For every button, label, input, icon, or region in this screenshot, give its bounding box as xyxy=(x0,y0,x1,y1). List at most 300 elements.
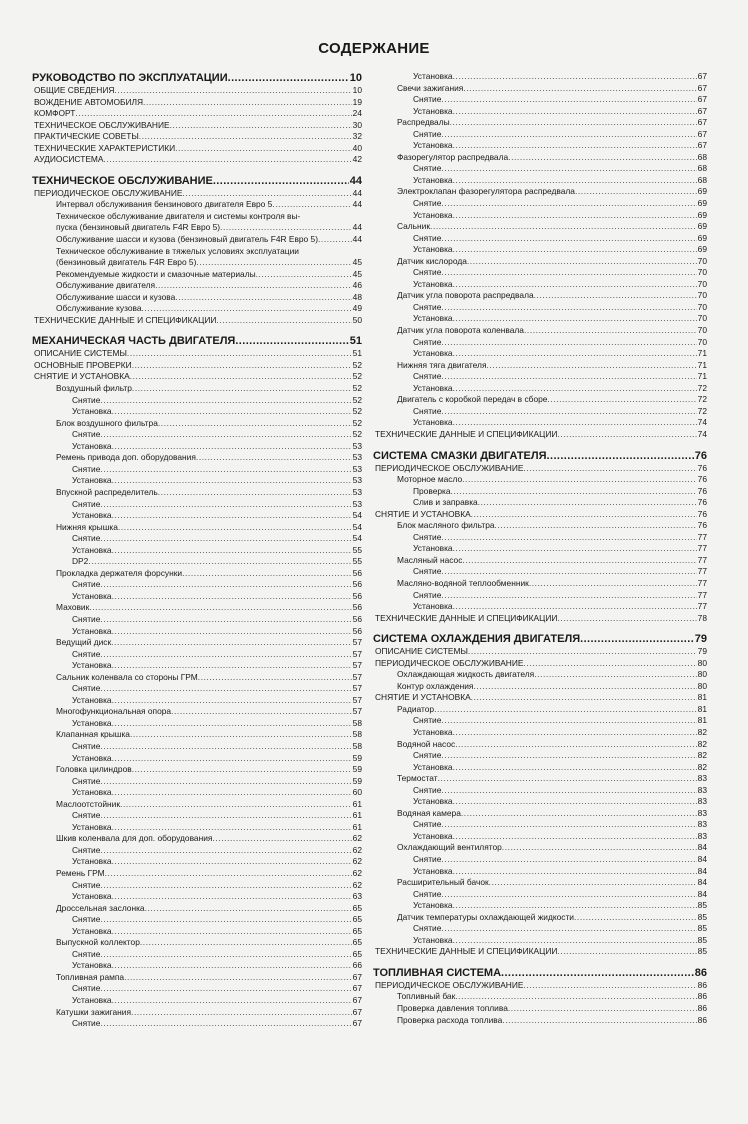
toc-item[interactable] xyxy=(373,486,707,498)
toc-item[interactable] xyxy=(32,649,362,661)
toc-item[interactable] xyxy=(373,198,707,210)
toc-subsection[interactable] xyxy=(373,912,707,924)
toc-chapter[interactable] xyxy=(32,97,362,109)
toc-item[interactable] xyxy=(32,545,362,557)
toc-subsection[interactable] xyxy=(373,669,707,681)
toc-subsection[interactable] xyxy=(32,868,362,880)
toc-entry-title: Снятие xyxy=(72,844,101,855)
toc-chapter[interactable] xyxy=(32,154,362,166)
toc-page-number: 44 xyxy=(352,187,362,198)
toc-page-number: 60 xyxy=(352,787,362,798)
toc-page-number: 82 xyxy=(697,726,707,737)
toc-item[interactable] xyxy=(32,510,362,522)
toc-subsection[interactable] xyxy=(373,325,707,337)
toc-subsection[interactable] xyxy=(32,234,362,246)
toc-item[interactable] xyxy=(373,750,707,762)
toc-page-number: 85 xyxy=(697,934,707,945)
toc-item[interactable] xyxy=(32,591,362,603)
toc-page-number: 83 xyxy=(697,830,707,841)
toc-item[interactable] xyxy=(373,233,707,245)
toc-item[interactable] xyxy=(373,819,707,831)
toc-subsection[interactable] xyxy=(32,903,362,915)
toc-subsection[interactable] xyxy=(373,842,707,854)
toc-subsection[interactable] xyxy=(373,520,707,532)
toc-page-number: 69 xyxy=(697,244,707,255)
toc-subsection[interactable] xyxy=(32,706,362,718)
toc-entry-title: Снятие xyxy=(413,750,442,761)
dot-leader xyxy=(534,290,697,302)
toc-item[interactable] xyxy=(32,695,362,707)
toc-subsection[interactable] xyxy=(32,199,362,211)
dot-leader xyxy=(112,753,352,765)
toc-item[interactable] xyxy=(373,532,707,544)
toc-item[interactable] xyxy=(32,845,362,857)
toc-chapter[interactable] xyxy=(373,980,707,992)
toc-item[interactable] xyxy=(373,889,707,901)
toc-chapter[interactable] xyxy=(373,658,707,670)
dot-leader xyxy=(575,186,697,198)
toc-page-number: 74 xyxy=(697,417,707,428)
toc-page-number: 67 xyxy=(697,140,707,151)
toc-entry-title: Установка xyxy=(72,660,112,671)
toc-subsection[interactable] xyxy=(32,833,362,845)
toc-subsection[interactable] xyxy=(373,221,707,233)
toc-page-number: 53 xyxy=(352,440,362,451)
toc-item[interactable] xyxy=(32,464,362,476)
toc-subsection[interactable] xyxy=(32,246,362,258)
dot-leader xyxy=(100,810,351,822)
toc-item[interactable] xyxy=(32,406,362,418)
toc-page-number: 76 xyxy=(697,485,707,496)
toc-entry-title: Снятие xyxy=(413,232,442,243)
toc-item[interactable] xyxy=(373,497,707,509)
toc-item[interactable] xyxy=(373,302,707,314)
toc-entry-title: Датчик угла поворота коленвала xyxy=(397,325,524,336)
toc-item[interactable] xyxy=(32,949,362,961)
toc-item[interactable] xyxy=(373,923,707,935)
toc-page-number: 77 xyxy=(697,589,707,600)
dot-leader xyxy=(430,221,697,233)
dot-leader xyxy=(100,579,351,591)
toc-chapter[interactable] xyxy=(373,946,707,958)
dot-leader xyxy=(453,543,697,555)
toc-chapter[interactable] xyxy=(373,509,707,521)
toc-chapter[interactable] xyxy=(32,360,362,372)
toc-entry-title: Многофункциональная опора xyxy=(56,706,172,717)
toc-entry-title: Нижняя крышка xyxy=(56,521,118,532)
toc-page-number: 71 xyxy=(697,348,707,359)
toc-item[interactable] xyxy=(32,741,362,753)
toc-section[interactable] xyxy=(32,334,362,348)
toc-subsection[interactable] xyxy=(32,383,362,395)
toc-subsection[interactable] xyxy=(373,704,707,716)
toc-subsection[interactable] xyxy=(373,991,707,1003)
toc-page-number: 30 xyxy=(352,119,362,130)
toc-item[interactable] xyxy=(373,727,707,739)
toc-item[interactable] xyxy=(32,429,362,441)
toc-page-number: 77 xyxy=(697,531,707,542)
toc-subsection[interactable] xyxy=(373,117,707,129)
toc-subsection[interactable] xyxy=(373,555,707,567)
toc-chapter[interactable] xyxy=(32,143,362,155)
dot-leader xyxy=(557,429,696,441)
toc-item[interactable] xyxy=(373,348,707,360)
toc-entry-title: КОМФОРТ xyxy=(34,108,76,119)
toc-item[interactable] xyxy=(32,533,362,545)
toc-item[interactable] xyxy=(32,880,362,892)
toc-entry-title: Снятие xyxy=(72,683,101,694)
toc-page-number: 62 xyxy=(352,844,362,855)
toc-item[interactable] xyxy=(32,856,362,868)
toc-entry-title: Обслуживание шасси и кузова (бензиновый двигатель F4R Евро 5) xyxy=(56,234,318,245)
toc-section[interactable] xyxy=(373,449,707,463)
toc-item[interactable] xyxy=(32,810,362,822)
toc-subsection[interactable] xyxy=(373,773,707,785)
toc-entry-title: Моторное масло xyxy=(397,474,463,485)
toc-item[interactable] xyxy=(32,926,362,938)
toc-item[interactable] xyxy=(373,210,707,222)
toc-item[interactable] xyxy=(32,718,362,730)
toc-item[interactable] xyxy=(373,71,707,83)
toc-section[interactable] xyxy=(32,174,362,188)
toc-page-number: 19 xyxy=(352,96,362,107)
toc-entry-title: Установка xyxy=(413,761,453,772)
toc-subsection[interactable] xyxy=(32,602,362,614)
toc-chapter[interactable] xyxy=(32,371,362,383)
toc-item[interactable] xyxy=(373,337,707,349)
toc-entry-title: ПЕРИОДИЧЕСКОЕ ОБСЛУЖИВАНИЕ xyxy=(375,462,524,473)
toc-subsection[interactable] xyxy=(32,292,362,304)
toc-item[interactable] xyxy=(32,579,362,591)
toc-subsection[interactable] xyxy=(32,522,362,534)
toc-item[interactable] xyxy=(373,715,707,727)
toc-page-number: 81 xyxy=(697,715,707,726)
toc-subsection[interactable] xyxy=(32,303,362,315)
toc-page-number: 65 xyxy=(352,902,362,913)
toc-item[interactable] xyxy=(373,279,707,291)
dot-leader xyxy=(142,303,352,315)
toc-chapter[interactable] xyxy=(32,120,362,132)
dot-leader xyxy=(103,154,351,166)
toc-page-number: 57 xyxy=(352,706,362,717)
toc-item[interactable] xyxy=(32,753,362,765)
toc-item[interactable] xyxy=(373,762,707,774)
toc-page-number: 76 xyxy=(697,508,707,519)
toc-item[interactable] xyxy=(373,371,707,383)
toc-item[interactable] xyxy=(32,395,362,407)
toc-item[interactable] xyxy=(32,914,362,926)
toc-entry-title: СИСТЕМА СМАЗКИ ДВИГАТЕЛЯ xyxy=(373,449,547,462)
toc-subsection[interactable] xyxy=(373,1015,707,1027)
toc-item[interactable] xyxy=(373,900,707,912)
toc-item[interactable] xyxy=(373,831,707,843)
dot-leader xyxy=(453,71,697,83)
dot-leader xyxy=(112,591,352,603)
toc-item[interactable] xyxy=(373,566,707,578)
toc-subsection[interactable] xyxy=(373,290,707,302)
toc-chapter[interactable] xyxy=(373,646,707,658)
dot-leader xyxy=(131,1007,352,1019)
toc-subsection[interactable] xyxy=(32,937,362,949)
toc-subsection[interactable] xyxy=(373,186,707,198)
toc-subsection[interactable] xyxy=(373,360,707,372)
toc-entry-title: Сальник коленвала со стороны ГРМ xyxy=(56,671,198,682)
dot-leader xyxy=(100,464,351,476)
dot-leader xyxy=(228,71,349,85)
toc-section[interactable] xyxy=(373,632,707,646)
toc-page-number: 83 xyxy=(697,807,707,818)
toc-entry-title: Снятие xyxy=(413,589,442,600)
toc-entry-title: Снятие xyxy=(72,948,101,959)
toc-entry-title: Снятие xyxy=(413,531,442,542)
toc-item[interactable] xyxy=(373,175,707,187)
dot-leader xyxy=(100,395,351,407)
toc-page-number: 58 xyxy=(352,717,362,728)
dot-leader xyxy=(171,706,352,718)
toc-page-number: 82 xyxy=(697,738,707,749)
toc-chapter[interactable] xyxy=(373,463,707,475)
dot-leader xyxy=(441,566,696,578)
dot-leader xyxy=(557,946,696,958)
toc-page-number: 55 xyxy=(352,556,362,567)
toc-item[interactable] xyxy=(373,417,707,429)
dot-leader xyxy=(441,923,696,935)
toc-item[interactable] xyxy=(32,626,362,638)
dot-leader xyxy=(547,449,694,463)
toc-item[interactable] xyxy=(373,543,707,555)
toc-item[interactable] xyxy=(373,313,707,325)
toc-subsection[interactable] xyxy=(373,394,707,406)
toc-section[interactable] xyxy=(32,71,362,85)
dot-leader xyxy=(132,764,352,776)
dot-leader xyxy=(441,406,696,418)
toc-subsection[interactable] xyxy=(32,672,362,684)
toc-item[interactable] xyxy=(373,590,707,602)
toc-subsection[interactable] xyxy=(32,211,362,223)
toc-subsection[interactable] xyxy=(32,257,362,269)
toc-entry-title: ОСНОВНЫЕ ПРОВЕРКИ xyxy=(34,359,132,370)
toc-item[interactable] xyxy=(373,406,707,418)
toc-entry-title: Установка xyxy=(413,71,453,81)
toc-subsection[interactable] xyxy=(32,452,362,464)
toc-page-number: 57 xyxy=(352,683,362,694)
dot-leader xyxy=(453,417,697,429)
toc-entry-title: Проверка xyxy=(413,485,451,496)
toc-entry-title: Обслуживание кузова xyxy=(56,303,142,314)
toc-item[interactable] xyxy=(373,94,707,106)
dot-leader xyxy=(529,578,697,590)
toc-subsection[interactable] xyxy=(373,474,707,486)
dot-leader xyxy=(196,452,352,464)
toc-subsection[interactable] xyxy=(32,418,362,430)
dot-leader xyxy=(441,198,696,210)
toc-subsection[interactable] xyxy=(373,1003,707,1015)
toc-chapter[interactable] xyxy=(32,85,362,97)
toc-item[interactable] xyxy=(32,822,362,834)
toc-entry-title: Снятие xyxy=(72,983,101,994)
toc-item[interactable] xyxy=(32,776,362,788)
toc-entry-title: Маховик xyxy=(56,602,90,613)
toc-section[interactable] xyxy=(373,966,707,980)
toc-item[interactable] xyxy=(32,995,362,1007)
toc-chapter[interactable] xyxy=(32,108,362,120)
toc-page-number: 44 xyxy=(352,222,362,233)
toc-page-number: 65 xyxy=(352,948,362,959)
toc-item[interactable] xyxy=(373,140,707,152)
toc-page-number: 69 xyxy=(697,221,707,232)
toc-page-number: 67 xyxy=(352,983,362,994)
dot-leader xyxy=(196,257,351,269)
section-gap xyxy=(373,624,707,632)
toc-subsection[interactable] xyxy=(373,152,707,164)
toc-subsection[interactable] xyxy=(32,764,362,776)
toc-entry-title: Установка xyxy=(72,891,112,902)
toc-subsection[interactable] xyxy=(373,578,707,590)
toc-page-number: 69 xyxy=(697,186,707,197)
dot-leader xyxy=(112,856,352,868)
toc-item[interactable] xyxy=(373,866,707,878)
toc-entry-title: Снятие xyxy=(72,579,101,590)
toc-subsection[interactable] xyxy=(373,256,707,268)
dot-leader xyxy=(235,334,348,348)
toc-subsection[interactable] xyxy=(32,729,362,741)
toc-item[interactable] xyxy=(373,935,707,947)
toc-subsection[interactable] xyxy=(32,972,362,984)
toc-page-number: 56 xyxy=(352,602,362,613)
toc-subsection[interactable] xyxy=(32,222,362,234)
toc-entry-title: ВОЖДЕНИЕ АВТОМОБИЛЯ xyxy=(34,96,144,107)
toc-page-number: 40 xyxy=(352,142,362,153)
toc-page-number: 52 xyxy=(352,359,362,370)
dot-leader xyxy=(100,683,351,695)
dot-leader xyxy=(455,739,696,751)
toc-item[interactable] xyxy=(373,796,707,808)
dot-leader xyxy=(453,175,697,187)
toc-subsection[interactable] xyxy=(373,83,707,95)
toc-page-number: 83 xyxy=(697,773,707,784)
dot-leader xyxy=(130,729,352,741)
toc-item[interactable] xyxy=(32,441,362,453)
toc-page-number: 53 xyxy=(352,498,362,509)
toc-item[interactable] xyxy=(32,556,362,568)
toc-entry-title: Установка xyxy=(413,278,453,289)
toc-page-number: 84 xyxy=(697,854,707,864)
toc-page-number: 52 xyxy=(352,429,362,440)
toc-page-number: 86 xyxy=(697,991,707,1002)
toc-page-number: 45 xyxy=(352,257,362,268)
toc-page-number: 67 xyxy=(697,71,707,81)
dot-leader xyxy=(441,267,696,279)
dot-leader xyxy=(508,1003,697,1015)
toc-item[interactable] xyxy=(373,601,707,613)
toc-subsection[interactable] xyxy=(32,799,362,811)
dot-leader xyxy=(198,672,352,684)
toc-chapter[interactable] xyxy=(32,315,362,327)
toc-entry-title: ТЕХНИЧЕСКИЕ ДАННЫЕ И СПЕЦИФИКАЦИИ xyxy=(375,946,558,957)
toc-item[interactable] xyxy=(373,267,707,279)
toc-item[interactable] xyxy=(32,787,362,799)
toc-chapter[interactable] xyxy=(32,131,362,143)
toc-entry-title: Снятие xyxy=(72,498,101,509)
toc-page-number: 70 xyxy=(697,278,707,289)
toc-item[interactable] xyxy=(373,244,707,256)
toc-chapter[interactable] xyxy=(32,188,362,200)
toc-entry-title: Снятие xyxy=(413,163,442,174)
toc-subsection[interactable] xyxy=(32,487,362,499)
toc-page-number: 44 xyxy=(352,234,362,245)
dot-leader xyxy=(524,325,697,337)
toc-item[interactable] xyxy=(32,683,362,695)
dot-leader xyxy=(140,937,352,949)
toc-page-number: 85 xyxy=(697,900,707,911)
toc-item[interactable] xyxy=(32,983,362,995)
toc-page-number: 70 xyxy=(697,301,707,312)
toc-page-number: 52 xyxy=(352,406,362,417)
toc-page-number: 84 xyxy=(697,877,707,888)
toc-item[interactable] xyxy=(32,1018,362,1030)
dot-leader xyxy=(105,868,352,880)
toc-page-number: 50 xyxy=(352,314,362,325)
dot-leader xyxy=(112,441,352,453)
toc-page-number: 84 xyxy=(697,888,707,899)
toc-subsection[interactable] xyxy=(32,269,362,281)
toc-subsection[interactable] xyxy=(373,681,707,693)
toc-entry-title: Снятие xyxy=(413,301,442,312)
toc-subsection[interactable] xyxy=(373,739,707,751)
toc-entry-title: Датчик кислорода xyxy=(397,255,467,266)
toc-subsection[interactable] xyxy=(32,1007,362,1019)
toc-item[interactable] xyxy=(32,499,362,511)
toc-item[interactable] xyxy=(373,785,707,797)
toc-subsection[interactable] xyxy=(32,637,362,649)
toc-item[interactable] xyxy=(32,475,362,487)
toc-item[interactable] xyxy=(373,129,707,141)
toc-entry-title: Снятие xyxy=(413,198,442,209)
toc-entry-title: ОПИСАНИЕ СИСТЕМЫ xyxy=(375,646,468,657)
page-title: СОДЕРЖАНИЕ xyxy=(318,40,430,57)
toc-entry-title: Установка xyxy=(72,406,112,417)
toc-subsection[interactable] xyxy=(373,877,707,889)
toc-item[interactable] xyxy=(373,106,707,118)
toc-subsection[interactable] xyxy=(32,568,362,580)
toc-item[interactable] xyxy=(373,854,707,866)
dot-leader xyxy=(170,120,352,132)
toc-chapter[interactable] xyxy=(373,692,707,704)
toc-page-number: 56 xyxy=(352,579,362,590)
toc-item[interactable] xyxy=(32,614,362,626)
toc-chapter[interactable] xyxy=(373,429,707,441)
toc-item[interactable] xyxy=(32,960,362,972)
toc-entry-title: ПЕРИОДИЧЕСКОЕ ОБСЛУЖИВАНИЕ xyxy=(375,657,524,668)
toc-item[interactable] xyxy=(32,660,362,672)
dot-leader xyxy=(508,152,697,164)
section-gap xyxy=(373,958,707,966)
toc-entry-title: Установка xyxy=(72,590,112,601)
toc-chapter[interactable] xyxy=(373,613,707,625)
toc-item[interactable] xyxy=(32,891,362,903)
toc-page-number: 24 xyxy=(352,108,362,119)
toc-entry-title: Снятие xyxy=(413,405,442,416)
toc-subsection[interactable] xyxy=(32,280,362,292)
toc-subsection[interactable] xyxy=(373,808,707,820)
dot-leader xyxy=(471,509,697,521)
toc-item[interactable] xyxy=(373,163,707,175)
toc-chapter[interactable] xyxy=(32,348,362,360)
toc-page-number: 86 xyxy=(694,966,707,979)
dot-leader xyxy=(473,681,696,693)
toc-item[interactable] xyxy=(373,383,707,395)
toc-entry-title: Охлаждающая жидкость двигателя xyxy=(397,669,535,680)
